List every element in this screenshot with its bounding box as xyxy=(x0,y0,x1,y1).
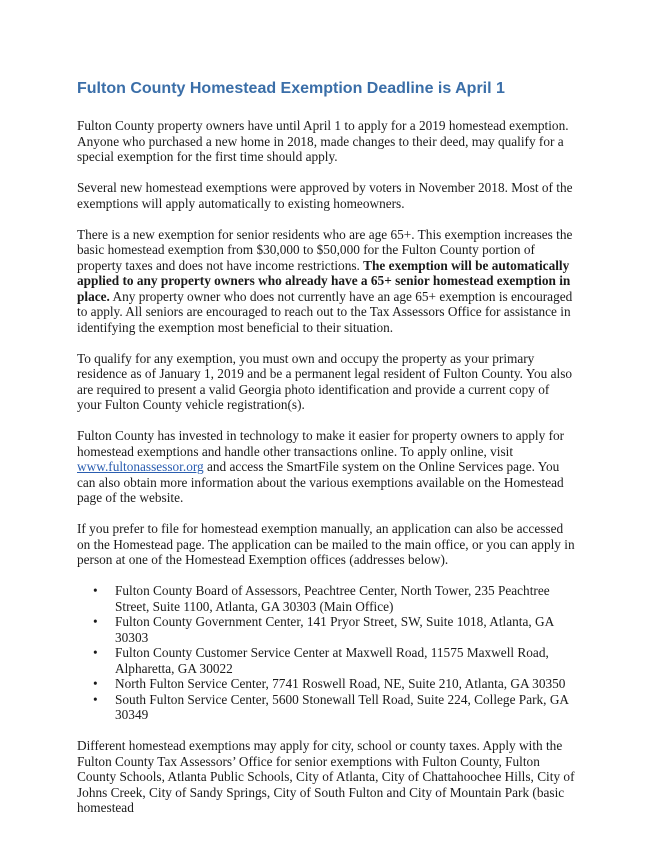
bullet-icon: • xyxy=(93,676,98,691)
office-address: Fulton County Customer Service Center at Maxwell Road, 11575 Maxwell Road, Alpharetta, GA 30022 xyxy=(115,645,549,676)
online-text-1: Fulton County has invested in technology to make it easier for property owners to apply for homestead exemptions and handle other transactions online. To apply online, visit xyxy=(77,428,565,459)
senior-exemption-text-2: Any property owner who does not currently have an age 65+ exemption is encouraged to apply. All seniors are encouraged to reach out to the Tax Assessors Office for assistance in identifying the exemption most beneficial to their situation. xyxy=(77,288,573,335)
list-item xyxy=(77,614,577,645)
paragraph-manual-application: If you prefer to file for homestead exemption manually, an application can also be accessed on the Homestead page. The application can be mailed to the main office, or you can apply in person at one of the Homestead Exemption offices (addresses below). xyxy=(77,521,575,567)
senior-exemption-bold-text: The exemption will be automatically applied to any property owners who already have a 65+ senior homestead exemption in place. xyxy=(77,257,571,304)
list-item xyxy=(77,583,577,614)
online-text-2: and access the SmartFile system on the Online Services page. You can also obtain more information about the various exemptions available on the Homestead page of the website. xyxy=(77,459,564,505)
paragraph-new-exemptions: Several new homestead exemptions were approved by voters in November 2018. Most of the exemptions will apply automatically to existing homeowners. xyxy=(77,180,573,211)
office-address: South Fulton Service Center, 5600 Stonewall Tell Road, Suite 224, College Park, GA 30349 xyxy=(115,691,569,722)
office-address-list xyxy=(77,583,577,723)
document-body xyxy=(77,118,577,831)
paragraph-qualification: To qualify for any exemption, you must own and occupy the property as your primary residence as of January 1, 2019 and be a permanent legal resident of Fulton County. You also are required to present a valid Georgia photo identification and provide a current copy of your Fulton County vehicle registration(s). xyxy=(77,350,573,412)
paragraph-deadline: Fulton County property owners have until April 1 to apply for a 2019 homestead exemption. Anyone who purchased a new home in 2018, made changes to their deed, may qualify for a special exemption for the first time should apply. xyxy=(77,118,569,164)
fulton-assessor-link[interactable]: www.fultonassessor.org xyxy=(77,459,204,474)
bullet-icon: • xyxy=(93,614,98,629)
bullet-icon: • xyxy=(93,645,98,660)
paragraph-city-school-exemptions: Different homestead exemptions may apply for city, school or county taxes. Apply with the Fulton County Tax Assessors’ Office for senior exemptions with Fulton County, Fulton County Schools, Atlanta Public Schools, City of Atlanta, City of Chattahoochee Hills, City of Johns Creek, City of Sandy Springs, City of South Fulton and City of Mountain Park (basic homestead xyxy=(77,738,575,815)
list-item xyxy=(77,692,577,723)
bullet-icon: • xyxy=(93,691,98,707)
paragraph-senior-exemption xyxy=(77,227,577,336)
list-item xyxy=(77,645,577,676)
office-address: North Fulton Service Center, 7741 Roswell Road, NE, Suite 210, Atlanta, GA 30350 xyxy=(115,676,566,691)
paragraph-online-application xyxy=(77,428,577,506)
senior-exemption-text-1: There is a new exemption for senior residents who are age 65+. This exemption increases the basic homestead exemption from $30,000 to $50,000 for the Fulton County portion of property taxes and does not have income restrictions. xyxy=(77,226,573,273)
document-title: Fulton County Homestead Exemption Deadline is April 1 xyxy=(77,80,505,97)
office-address: Fulton County Board of Assessors, Peachtree Center, North Tower, 235 Peachtree Street, Suite 1100, Atlanta, GA 30303 (Main Office) xyxy=(115,583,550,614)
office-address: Fulton County Government Center, 141 Pryor Street, SW, Suite 1018, Atlanta, GA 30303 xyxy=(115,614,554,645)
bullet-icon: • xyxy=(93,583,98,598)
list-item xyxy=(77,676,577,692)
